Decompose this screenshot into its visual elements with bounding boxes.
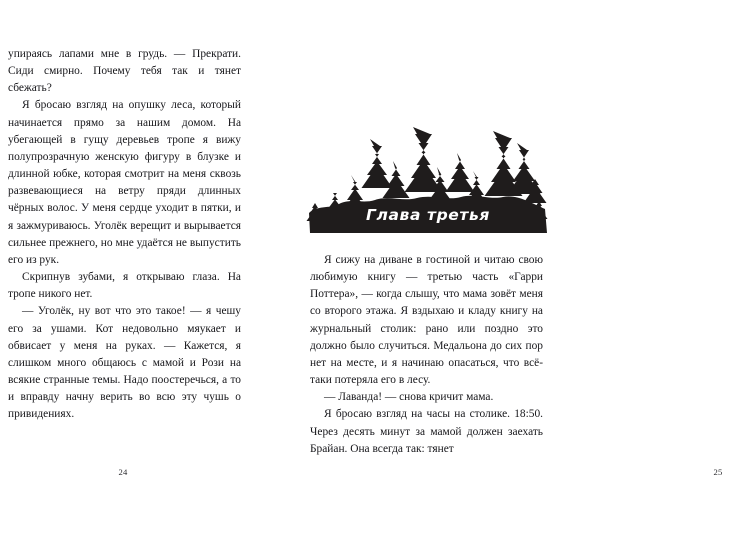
- paragraph: Я бросаю взгляд на часы на столике. 18:50. Через десять минут за мамой должен заехать Брайан. Она всегда так: тянет: [310, 408, 543, 455]
- page-number-left: 24: [118, 467, 128, 477]
- paragraph: Я бросаю взгляд на опушку леса, который начинается прямо за нашим домом. На убегающей в гущу деревьев тропе я вижу полупрозрачную женскую фигуру в блузке и длинной юбке, которая смотрит на меня сквозь развевающиеся на ветру пряди длинных чёрных волос. У меня сердце уходит в пятки, и я зажмуриваюсь. Уголёк верещит и вырывается сильнее прежнего, но мне удаётся не выпустить его из рук.: [8, 99, 241, 266]
- left-page-text-column: [8, 46, 241, 423]
- paragraph: — Уголёк, ну вот что это такое! — я чешу его за ушами. Кот недовольно мяукает и обвисает у меня на руках. — Кажется, я слишком много общаюсь с мамой и Рози на всякие странные темы. Надо поостеречься, а то и вправду начну верить во всю эту чушь о привидениях.: [8, 305, 241, 421]
- forest-silhouette-chapter-header-illustration: [307, 105, 549, 237]
- right-page-text-column: [310, 252, 543, 458]
- left-page: [0, 0, 300, 534]
- paragraph: — Лаванда! — снова кричит мама.: [324, 391, 494, 404]
- chapter-title: Глава третья: [366, 206, 490, 224]
- paragraph: Скрипнув зубами, я открываю глаза. На тропе никого нет.: [8, 271, 241, 301]
- paragraph: Я сижу на диване в гостиной и читаю свою любимую книгу — третью часть «Гарри Поттера», — когда слышу, что мама зовёт меня со второго этажа. Я вздыхаю и кладу книгу на журнальный столик: рано или поздно это должно было случиться. Медальона до сих пор нет на месте, и я начинаю опасаться, что всё-таки потеряла его в лесу.: [310, 254, 543, 387]
- paragraph: упираясь лапами мне в грудь. — Прекрати. Сиди смирно. Почему тебя так и тянет сбежать?: [8, 48, 241, 95]
- page-number-right: 25: [713, 467, 723, 477]
- right-page: [300, 0, 723, 534]
